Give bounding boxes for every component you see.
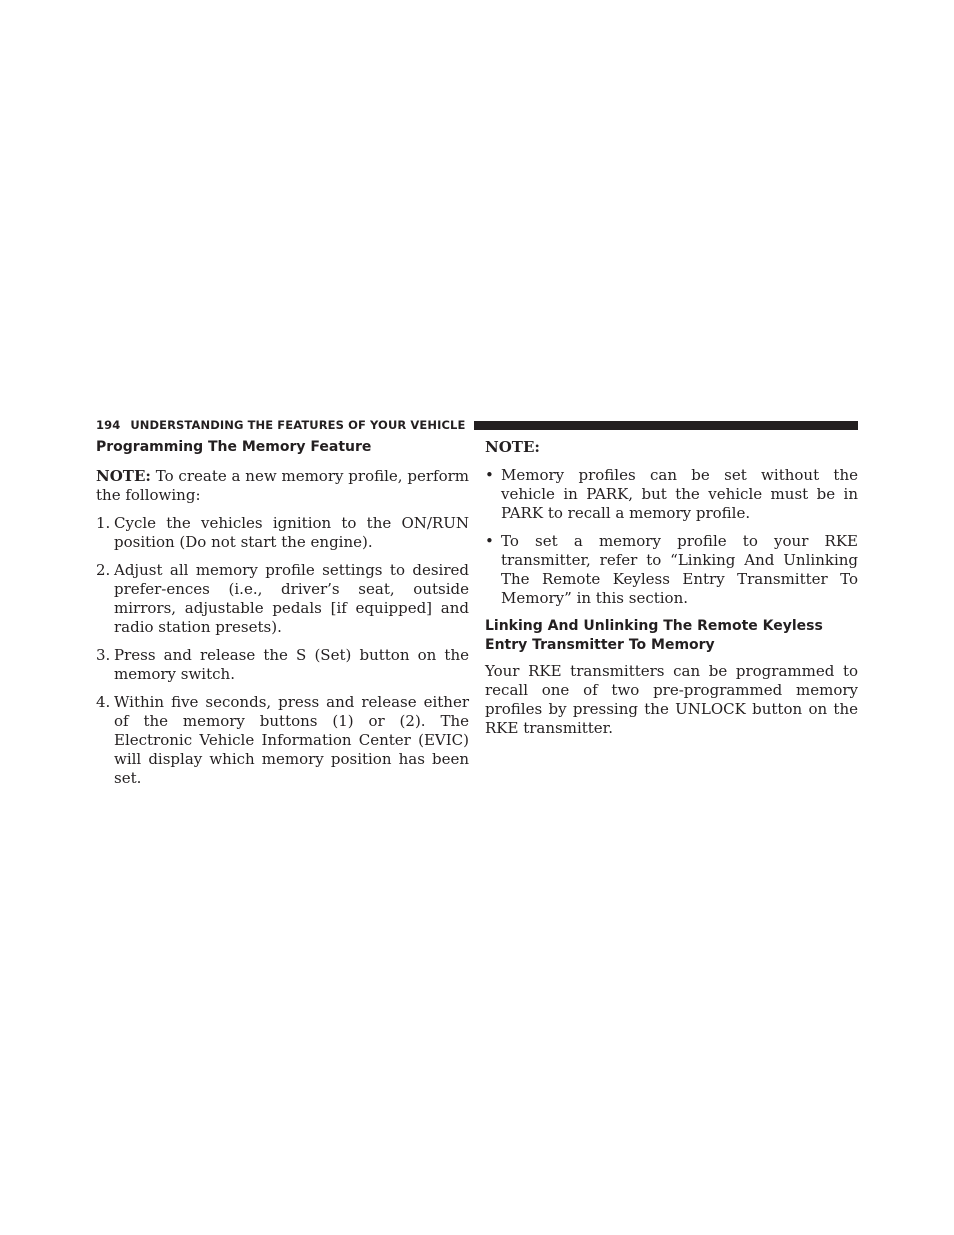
note-paragraph	[96, 467, 469, 505]
bullet-symbol: •	[485, 466, 494, 484]
header-rule	[474, 421, 858, 430]
note-label-standalone: NOTE:	[485, 438, 540, 456]
steps-list	[96, 514, 469, 788]
body-paragraph: Your RKE transmitters can be programmed to recall one of two pre-programmed memory profiles by pressing the UNLOCK button on the RKE transmitter.	[485, 662, 858, 737]
page-number: 194	[96, 418, 121, 432]
list-item	[96, 514, 469, 552]
list-item	[96, 561, 469, 637]
bullet-text: Memory profiles can be set without the vehicle in PARK, but the vehicle must be in PARK to recall a memory profile.	[501, 466, 858, 522]
note-label: NOTE:	[96, 467, 151, 485]
step-number: 3.	[96, 646, 111, 664]
section-heading-programming: Programming The Memory Feature	[96, 439, 372, 455]
step-number: 1.	[96, 514, 111, 532]
list-item	[96, 693, 469, 788]
section-heading-linking: Linking And Unlinking The Remote Keyless Entry Transmitter To Memory	[485, 618, 823, 653]
list-item	[485, 532, 858, 608]
step-text: Press and release the S (Set) button on the memory switch.	[114, 646, 469, 683]
step-text: Within five seconds, press and release either of the memory buttons (1) or (2). The Electronic Vehicle Information Center (EVIC) will display which memory position has been set.	[114, 693, 469, 787]
step-text: Adjust all memory profile settings to desired prefer-ences (i.e., driver’s seat, outside mirrors, adjustable pedals [if equipped] and radio station presets).	[114, 561, 469, 636]
page-header	[96, 417, 858, 433]
bullet-list	[485, 466, 858, 608]
step-number: 4.	[96, 693, 111, 711]
step-text: Cycle the vehicles ignition to the ON/RUN position (Do not start the engine).	[114, 514, 469, 551]
step-number: 2.	[96, 561, 111, 579]
right-column	[485, 438, 858, 738]
list-item	[96, 646, 469, 684]
running-title: UNDERSTANDING THE FEATURES OF YOUR VEHICLE	[130, 418, 466, 432]
note-text: To create a new memory profile, perform the following:	[96, 467, 469, 504]
bullet-text: To set a memory profile to your RKE transmitter, refer to “Linking And Unlinking The Remote Keyless Entry Transmitter To Memory” in this section.	[501, 532, 858, 607]
list-item	[485, 466, 858, 523]
left-column	[96, 438, 469, 788]
bullet-symbol: •	[485, 532, 494, 550]
